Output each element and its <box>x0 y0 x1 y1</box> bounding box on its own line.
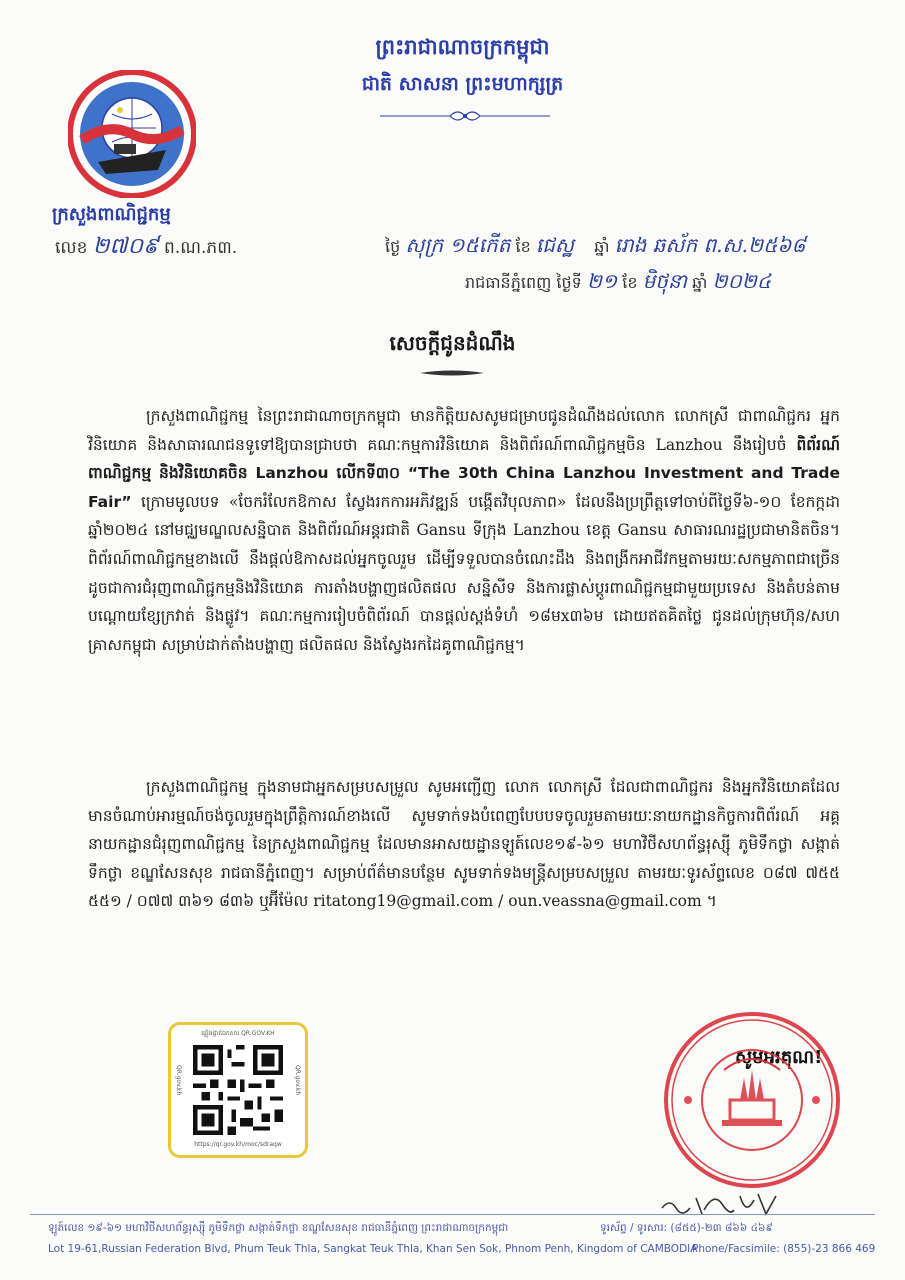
qr-side-left: QR.gov.kh <box>175 1065 182 1096</box>
thanks-closing: សូមអរគុណ! <box>735 1047 823 1068</box>
title-ornament-icon <box>420 368 484 378</box>
ref-suffix: ព.ណ.ភ៣. <box>164 238 238 258</box>
signature-icon <box>660 1190 790 1220</box>
qr-verification-box[interactable] <box>168 1022 308 1158</box>
p1-details: ក្រោមមូលបទ «ចែករំលែកឱកាស ស្វែងរកការអភិវឌ្ឍន៍ បង្កើតវិបុលភាព» ដែលនឹងប្រព្រឹត្តទៅចាប់ពីថ្ងៃទី៦-១០ ខែកក្កដា ឆ្នាំ២០២៤ នៅមជ្ឈមណ្ឌលសន្និបាត និងពិព័រណ៍អន្តរជាតិ Gansu ទីក្រុង Lanzhou ខេត្ត Gansu សាធារណរដ្ឋប្រជាមានិតចិន។ ពិព័រណ៍ពាណិជ្ជកម្មខាងលើ នឹងផ្តល់ឱកាសដល់អ្នកចូលរួម ដើម្បីទទួលបានចំណេះដឹង និងពង្រីកអាជីវកម្មតាមរយៈសកម្មភាពជាច្រើន ដូចជាការជំរុញពាណិជ្ជកម្មនិងវិនិយោគ ការតាំងបង្ហាញផលិតផល សន្និសីទ និងការផ្លាស់ប្តូរពាណិជ្ជកម្មជាមួយប្រទេស និងតំបន់តាមបណ្តោយខ្សែក្រវាត់ និងផ្លូវ។ គណៈកម្មការរៀបចំពិព័រណ៍ បានផ្តល់ស្តង់ទំហំ ១៨មx៣៦ម ដោយឥតគិតថ្លៃ ជូនដល់ក្រុមហ៊ុន/សហគ្រាសកម្ពុជា សម្រាប់ដាក់តាំងបង្ហាញ ផលិតផល និងស្វែងរកដៃគូពាណិជ្ជកម្ម។ <box>88 492 840 654</box>
motto-heading: ជាតិ សាសនា ព្រះមហាក្សត្រ <box>361 73 564 95</box>
solar-year-prefix: ឆ្នាំ <box>692 273 708 292</box>
footer-divider <box>30 1214 875 1215</box>
p2-contact: ក្រសួងពាណិជ្ជកម្ម ក្នុងនាមជាអ្នកសម្របសម្រួល សូមអញ្ជើញ លោក លោកស្រី ដែលជាពាណិជ្ជករ និងអ្នកវិនិយោគដែលមានចំណាប់អារម្មណ៍ចង់ចូលរួមក្នុងព្រឹត្តិការណ៍ខាងលើ សូមទាក់ទងបំពេញបែបបទចូលរួមតាមរយៈនាយកដ្ឋានកិច្ចការពិព័រណ៍ អគ្គនាយកដ្ឋានជំរុញពាណិជ្ជកម្ម នៃក្រសួងពាណិជ្ជកម្ម ដែលមានអាសយដ្ឋានឡូត៍លេខ១៩-៦១ មហាវិថីសហព័ន្ធរុស្ស៊ី ភូមិទឹកថ្លា សង្កាត់ទឹកថ្លា ខណ្ឌសែនសុខ រាជធានីភ្នំពេញ។ សម្រាប់ព័ត៌មានបន្ថែម សូមទាក់ទងមន្ត្រីសម្របសម្រួល តាមរយៈទូរស័ព្ទលេខ ០៨៧ ៧៥៥ ៥៥១ / ០៧៧ ៣៦១ ៨៣៦ ឬអ៊ីម៉ែល ritatong19@gmail.com / oun.veassna@gmail.com ។ <box>88 778 840 911</box>
ref-prefix: លេខ <box>55 238 88 258</box>
lunar-date <box>385 232 806 262</box>
ornament-divider-icon <box>380 108 550 124</box>
footer-phone-en: Phone/Facsimile: (855)-23 866 469 <box>692 1243 876 1255</box>
ref-number-handwritten: ២៧០៩ <box>92 234 159 259</box>
qr-code-icon[interactable] <box>193 1043 283 1137</box>
lunar-month-handwritten: ជេស្ឋ <box>535 233 574 257</box>
lunar-prefix: ថ្ងៃ <box>385 237 401 256</box>
event-name: ពិព័រណ៍ពាណិជ្ជកម្ម និងវិនិយោគចិន Lanzhou លើកទី៣០ “The 30th China Lanzhou Investment and Trade Fair” <box>88 435 840 511</box>
footer-address-en: Lot 19-61,Russian Federation Blvd, Phum Teuk Thla, Sangkat Teuk Thla, Khan Sen Sok, Phnom Penh, Kingdom of CAMBODIA <box>48 1243 698 1255</box>
lunar-day-handwritten: សុក្រ ១៥កើត <box>405 233 511 257</box>
reference-number <box>55 232 237 264</box>
solar-year-handwritten: ២០២៤ <box>712 269 772 293</box>
qr-header: ផ្ទៀងផ្ទាត់ឯកសារ QR.GOV.KH <box>201 1030 275 1037</box>
solar-day-handwritten: ២១ <box>586 269 618 293</box>
solar-month-prefix: ខែ <box>622 273 638 292</box>
document-title: សេចក្តីជូនដំណឹង <box>389 331 516 355</box>
solar-month-handwritten: មិថុនា <box>642 269 688 293</box>
lunar-year-prefix: ឆ្នាំ <box>594 237 610 256</box>
footer-phone-kh: ទូរស័ព្ទ / ទូរសារ: (៨៥៥)-២៣ ៨៦៦ ៤៦៩ <box>600 1222 773 1234</box>
solar-prefix: រាជធានីភ្នំពេញ ថ្ងៃទី <box>465 273 582 292</box>
ministry-name: ក្រសួងពាណិជ្ជកម្ម <box>52 204 171 225</box>
solar-date <box>465 268 771 298</box>
ministry-logo-icon <box>68 70 196 198</box>
official-seal-icon <box>660 1008 844 1192</box>
qr-side-right: QR.gov.kh <box>294 1065 301 1096</box>
qr-url[interactable]: https://qr.gov.kh/moc/sdraqw <box>194 1141 282 1148</box>
footer-address-kh: ឡូត៍លេខ ១៩-៦១ មហាវិថីសហព័ន្ធរុស្ស៊ី ភូមិទឹកថ្លា សង្កាត់ទឹកថ្លា ខណ្ឌសែនសុខ រាជធានីភ្នំពេញ ព្រះរាជាណាចក្រកម្ពុជា <box>48 1222 509 1234</box>
lunar-month-prefix: ខែ <box>515 237 531 256</box>
kingdom-heading: ព្រះរាជាណាចក្រកម្ពុជា <box>375 35 550 59</box>
body-paragraph-2 <box>88 773 840 916</box>
lunar-year-handwritten: រោង ឆស័ក ព.ស.២៥៦៨ <box>614 233 806 257</box>
p1-intro: ក្រសួងពាណិជ្ជកម្ម នៃព្រះរាជាណាចក្រកម្ពុជា មានកិត្តិយសសូមជម្រាបជូនដំណឹងដល់លោក លោកស្រី ជាពាណិជ្ជករ អ្នកវិនិយោគ និងសាធារណជនទូទៅឱ្យបានជ្រាបថា គណៈកម្មការវិនិយោគ និងពិព័រណ៍ពាណិជ្ជកម្មចិន Lanzhou នឹងរៀបចំ <box>88 407 840 454</box>
body-paragraph-1 <box>88 402 840 659</box>
